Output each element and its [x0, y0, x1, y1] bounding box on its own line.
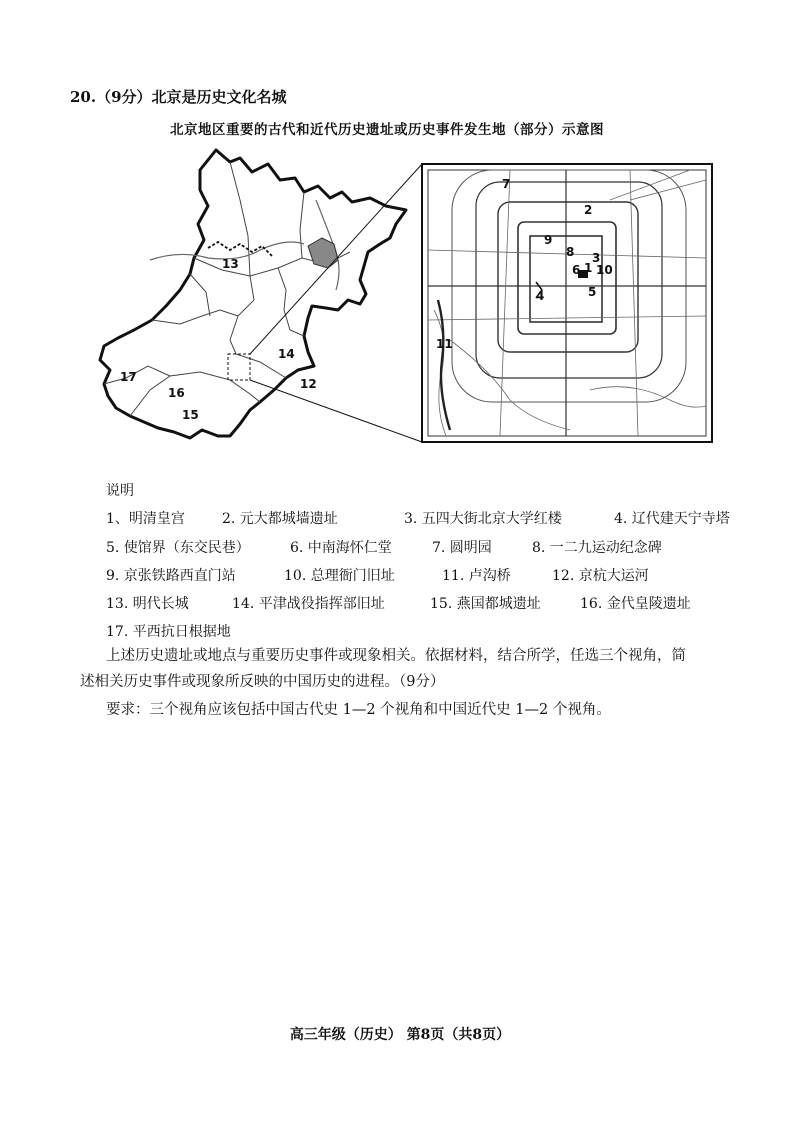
map-label-5: 5 — [588, 285, 597, 299]
page-footer: 高三年级（历史） 第8页（共8页） — [289, 1027, 511, 1043]
question-header — [70, 86, 287, 107]
legend-row-5 — [106, 621, 231, 641]
body-line-1: 上述历史遗址或地点与重要历史事件或现象相关。依据材料，结合所学，任选三个视角，简 — [106, 648, 686, 664]
body-requirement: 要求：三个视角应该包括中国古代史 1—2 个视角和中国近代史 1—2 个视角。 — [106, 702, 611, 718]
map-label-7: 7 — [502, 177, 511, 191]
map-label-16: 16 — [168, 386, 185, 400]
beijing-outline-map — [100, 150, 406, 438]
legend-item-16: 16. 金代皇陵遗址 — [580, 596, 691, 612]
legend-item-9: 9. 京张铁路西直门站 — [106, 568, 236, 584]
question-score: （9分） — [96, 88, 152, 106]
legend-heading: 说明 — [106, 483, 134, 499]
beijing-map-svg — [90, 140, 730, 450]
map-label-15: 15 — [182, 408, 199, 422]
map-label-4: 4 — [536, 289, 545, 303]
legend-item-5: 5. 使馆界（东交民巷） — [106, 540, 250, 556]
legend-item-4: 4. 辽代建天宁寺塔 — [614, 511, 730, 527]
map-label-10: 10 — [596, 263, 613, 277]
question-number: 20. — [70, 88, 97, 106]
question-title: 北京是历史文化名城 — [151, 88, 287, 106]
map-label-8: 8 — [566, 245, 575, 259]
legend-item-14: 14. 平津战役指挥部旧址 — [232, 596, 385, 612]
map-title: 北京地区重要的古代和近代历史遗址或历史事件发生地（部分）示意图 — [170, 122, 604, 138]
body-line-2: 述相关历史事件或现象所反映的中国历史的进程。（9分） — [80, 674, 445, 690]
map-label-17: 17 — [120, 370, 137, 384]
legend-item-3: 3. 五四大街北京大学红楼 — [404, 511, 562, 527]
legend-item-2: 2. 元大都城墙遗址 — [222, 511, 338, 527]
map-label-2: 2 — [584, 203, 593, 217]
map-label-14: 14 — [278, 347, 295, 361]
legend-item-7: 7. 圆明园 — [432, 540, 492, 556]
map-label-11: 11 — [436, 337, 453, 351]
inset-connector-bottom — [250, 380, 422, 442]
legend-row-2 — [106, 537, 662, 557]
legend-item-10: 10. 总理衙门旧址 — [284, 568, 395, 584]
legend-item-15: 15. 燕国都城遗址 — [430, 596, 541, 612]
map-label-12: 12 — [300, 377, 317, 391]
map-label-13: 13 — [222, 257, 239, 271]
legend-item-12: 12. 京杭大运河 — [552, 568, 649, 584]
map-label-1: 1 — [584, 261, 593, 275]
map-figure — [90, 140, 730, 450]
legend-item-17: 17. 平西抗日根据地 — [106, 624, 231, 640]
legend-item-11: 11. 卢沟桥 — [442, 568, 511, 584]
legend-row-4 — [106, 593, 691, 613]
legend-item-8: 8. 一二九运动纪念碑 — [532, 540, 662, 556]
map-label-6: 6 — [572, 263, 581, 277]
legend-item-6: 6. 中南海怀仁堂 — [290, 540, 392, 556]
legend-item-13: 13. 明代长城 — [106, 596, 189, 612]
map-label-9: 9 — [544, 233, 553, 247]
legend-item-1: 1、明清皇宫 — [106, 511, 185, 527]
inset-connector-top — [250, 164, 422, 354]
legend-row-3 — [106, 565, 649, 585]
legend-row-1 — [106, 508, 730, 528]
map-label-3: 3 — [592, 251, 601, 265]
city-road-map — [422, 164, 712, 442]
